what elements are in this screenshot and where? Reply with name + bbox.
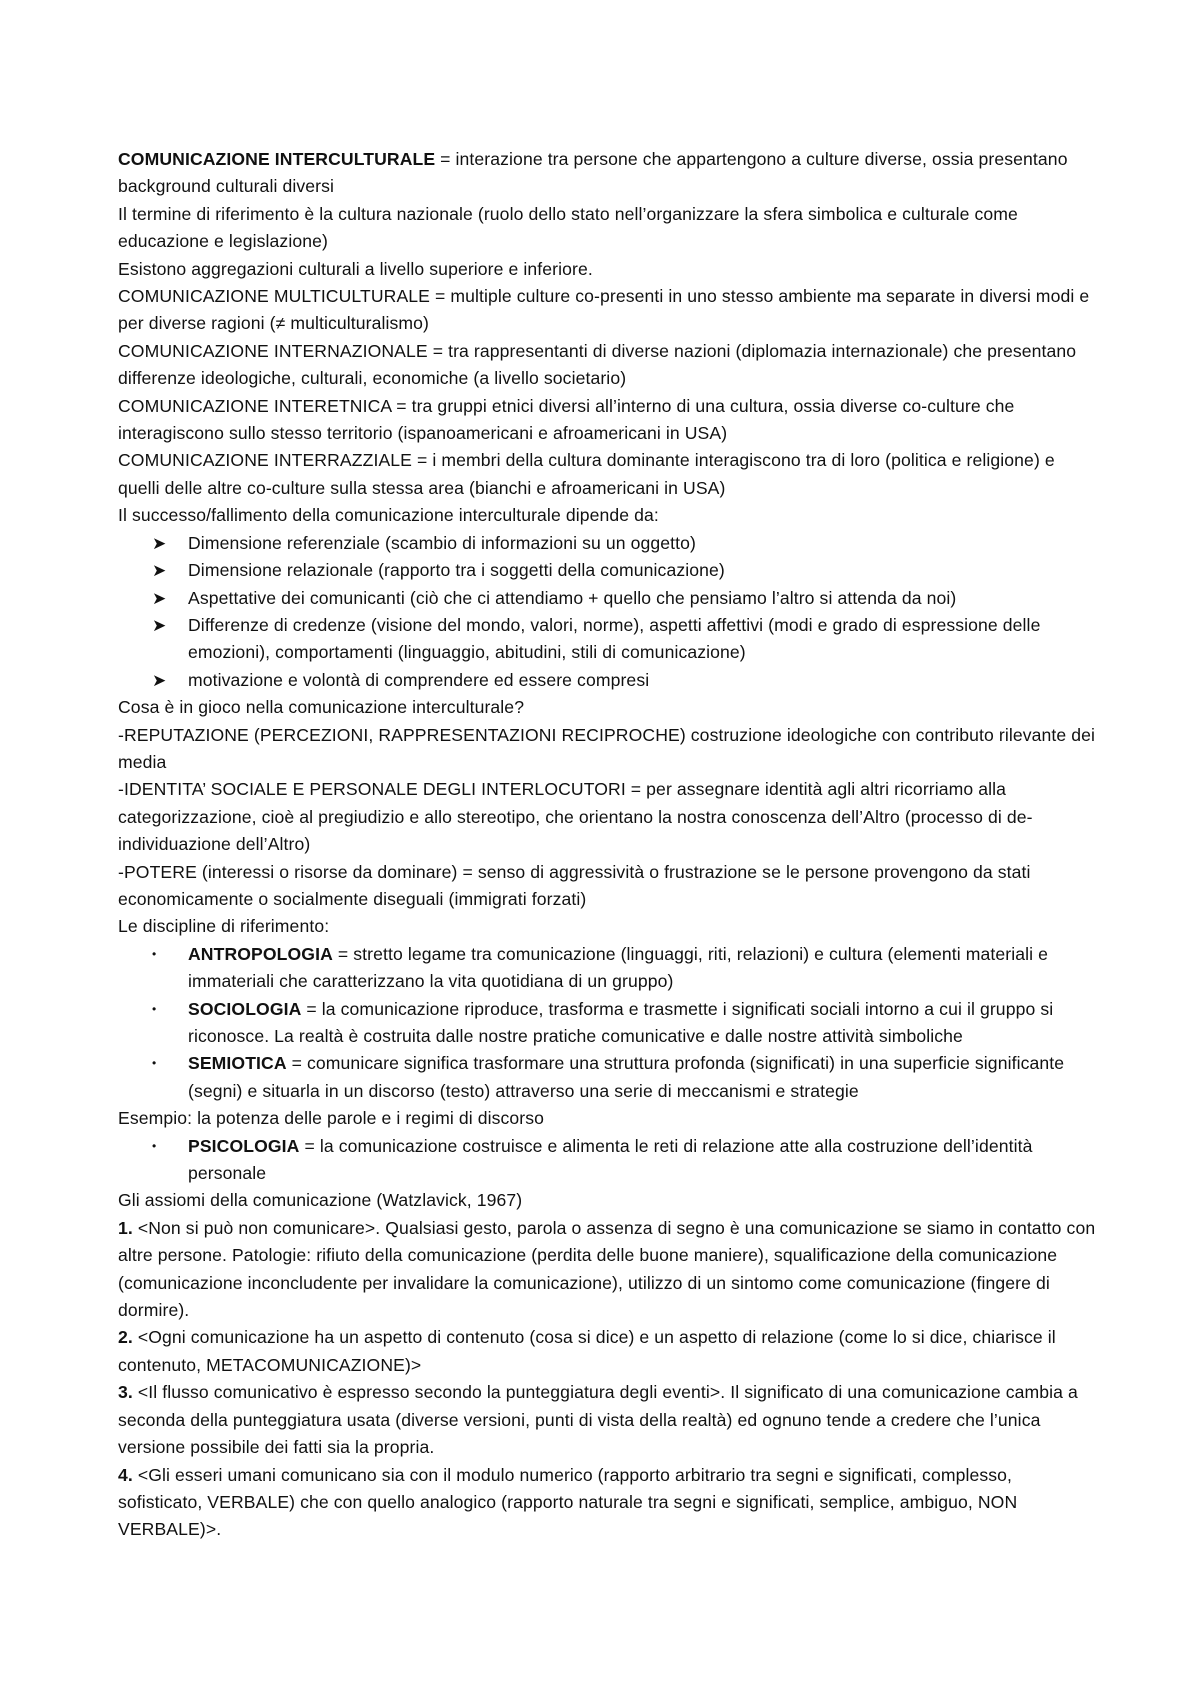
bullet-icon: •: [152, 1138, 157, 1153]
paragraph-example: Esempio: la potenza delle parole e i regimi di discorso: [118, 1108, 545, 1129]
axiom-number: 1.: [118, 1217, 133, 1238]
axiom-text: <Ogni comunicazione ha un aspetto di contenuto (cosa si dice) e un aspetto di relazione (come lo si dice, chiarisce il contenuto, METACOMUNICAZIONE)>: [118, 1327, 1056, 1375]
list-item: [118, 530, 1098, 557]
paragraph-stakes-question: Cosa è in gioco nella comunicazione interculturale?: [118, 697, 525, 718]
axiom-number: 3.: [118, 1382, 133, 1403]
term-intercultural: COMUNICAZIONE INTERCULTURALE: [118, 149, 436, 169]
list-item-text: Differenze di credenze (visione del mondo, valori, norme), aspetti affettivi (modi e grado di espressione delle emozioni), comportamenti (linguaggio, abitudini, stili di comunicazione): [188, 614, 1041, 663]
paragraph-aggregations: Esistono aggregazioni culturali a livello superiore e inferiore.: [118, 258, 593, 279]
paragraph-reputation: -REPUTAZIONE (PERCEZIONI, RAPPRESENTAZIONI RECIPROCHE) costruzione ideologiche con contributo rilevante dei media: [118, 724, 1096, 772]
discipline-list: [118, 941, 1098, 1105]
list-item: [118, 1133, 1098, 1188]
term-psychology: PSICOLOGIA: [188, 1135, 300, 1156]
axiom-text: <Il flusso comunicativo è espresso secondo la punteggiatura degli eventi>. Il significato di una comunicazione cambia a seconda della punteggiatura usata (diverse versioni, punti di vista della realtà) ed ognuno tende a credere che l’unica versione possibile dei fatti sia la propria.: [118, 1382, 1078, 1458]
document-body: [118, 146, 1098, 1544]
axiom-number: 2.: [118, 1327, 133, 1348]
list-item-text: motivazione e volontà di comprendere ed essere compresi: [188, 669, 650, 690]
arrow-bullet-icon: ➤: [152, 561, 167, 581]
bullet-icon: •: [152, 1056, 157, 1071]
definition-sociology: = la comunicazione riproduce, trasforma e trasmette i significati sociali intorno a cui il gruppo si riconosce. La realtà è costruita dalle nostre pratiche comunicative e dalle nostre attività simboliche: [188, 998, 1054, 1046]
definition-psychology: = la comunicazione costruisce e alimenta le reti di relazione atte alla costruzione dell’identità personale: [188, 1135, 1033, 1184]
definition-semiotics: = comunicare significa trasformare una struttura profonda (significati) in una superficie significante (segni) e situarla in un discorso (testo) attraverso una serie di meccanismi e strategie: [188, 1053, 1065, 1101]
definition-intercultural: = interazione tra persone che appartengono a culture diverse, ossia presentano background culturali diversi: [118, 149, 1068, 197]
paragraph-interracial: COMUNICAZIONE INTERRAZZIALE = i membri della cultura dominante interagiscono tra di loro (politica e religione) e quelli delle altre co-culture sulla stessa area (bianchi e afroamericani in USA): [118, 450, 1055, 498]
definition-anthropology: = stretto legame tra comunicazione (linguaggi, riti, relazioni) e cultura (elementi materiali e immateriali che caratterizzano la vita quotidiana di un gruppo): [188, 943, 1049, 992]
list-item-text: Dimensione referenziale (scambio di informazioni su un oggetto): [188, 532, 696, 553]
list-item-text: Aspettative dei comunicanti (ciò che ci attendiamo + quello che pensiamo l’altro si attenda da noi): [188, 587, 957, 608]
paragraph-reference: Il termine di riferimento è la cultura nazionale (ruolo dello stato nell’organizzare la sfera simbolica e culturale come educazione e legislazione): [118, 203, 1018, 252]
axiom-text: <Non si può non comunicare>. Qualsiasi gesto, parola o assenza di segno è una comunicazione se siamo in contatto con altre persone. Patologie: rifiuto della comunicazione (perdita delle buone maniere), squalificazione della comunicazione (comunicazione inconcludente per invalidare la comunicazione), utilizzo di un sintomo come comunicazione (fingere di dormire).: [118, 1217, 1096, 1321]
arrow-bullet-icon: ➤: [152, 588, 167, 608]
paragraph-axioms-heading: Gli assiomi della comunicazione (Watzlavick, 1967): [118, 1190, 523, 1211]
list-item: [118, 996, 1098, 1051]
axiom-3: [118, 1379, 1098, 1461]
paragraph-intercultural: [118, 146, 1098, 201]
list-item: [118, 941, 1098, 996]
paragraph-international: COMUNICAZIONE INTERNAZIONALE = tra rappresentanti di diverse nazioni (diplomazia internazionale) che presentano differenze ideologiche, culturali, economiche (a livello societario): [118, 340, 1077, 389]
list-item: [118, 585, 1098, 612]
bullet-icon: •: [152, 1001, 157, 1016]
axiom-text: <Gli esseri umani comunicano sia con il modulo numerico (rapporto arbitrario tra segni e significati, complesso, sofisticato, VERBALE) che con quello analogico (rapporto naturale tra segni e significati, semplice, ambiguo, NON VERBALE)>.: [118, 1464, 1018, 1540]
paragraph-multicultural: COMUNICAZIONE MULTICULTURALE = multiple culture co-presenti in uno stesso ambiente ma separate in diversi modi e per diverse ragioni (≠ multiculturalismo): [118, 286, 1090, 334]
list-item: [118, 612, 1098, 667]
arrow-bullet-icon: ➤: [152, 615, 167, 635]
arrow-bullet-icon: ➤: [152, 670, 167, 690]
list-item: [118, 1050, 1098, 1105]
paragraph-interethnic: COMUNICAZIONE INTERETNICA = tra gruppi etnici diversi all’interno di una cultura, ossia diverse co-culture che interagiscono sullo stesso territorio (ispanoamericani e afroamericani in USA): [118, 395, 1015, 444]
axiom-2: [118, 1324, 1098, 1379]
axiom-4: [118, 1462, 1098, 1544]
term-semiotics: SEMIOTICA: [188, 1053, 287, 1074]
list-item: [118, 667, 1098, 694]
list-item: [118, 557, 1098, 584]
term-anthropology: ANTROPOLOGIA: [188, 943, 333, 964]
axiom-1: [118, 1215, 1098, 1325]
term-sociology: SOCIOLOGIA: [188, 998, 302, 1019]
paragraph-success-intro: Il successo/fallimento della comunicazione interculturale dipende da:: [118, 505, 659, 526]
paragraph-disciplines-heading: Le discipline di riferimento:: [118, 916, 330, 937]
arrow-bullet-icon: ➤: [152, 533, 167, 553]
list-item-text: Dimensione relazionale (rapporto tra i soggetti della comunicazione): [188, 560, 725, 581]
bullet-icon: •: [152, 946, 157, 961]
paragraph-power: -POTERE (interessi o risorse da dominare) = senso di aggressività o frustrazione se le persone provengono da stati economicamente o socialmente diseguali (immigrati forzati): [118, 861, 1031, 909]
axiom-number: 4.: [118, 1464, 133, 1485]
paragraph-identity: -IDENTITA’ SOCIALE E PERSONALE DEGLI INTERLOCUTORI = per assegnare identità agli altri ricorriamo alla categorizzazione, cioè al pregiudizio e allo stereotipo, che orientano la nostra conoscenza dell’Altro (processo di de-individuazione dell’Altro): [118, 779, 1033, 855]
factor-list: [118, 530, 1098, 694]
